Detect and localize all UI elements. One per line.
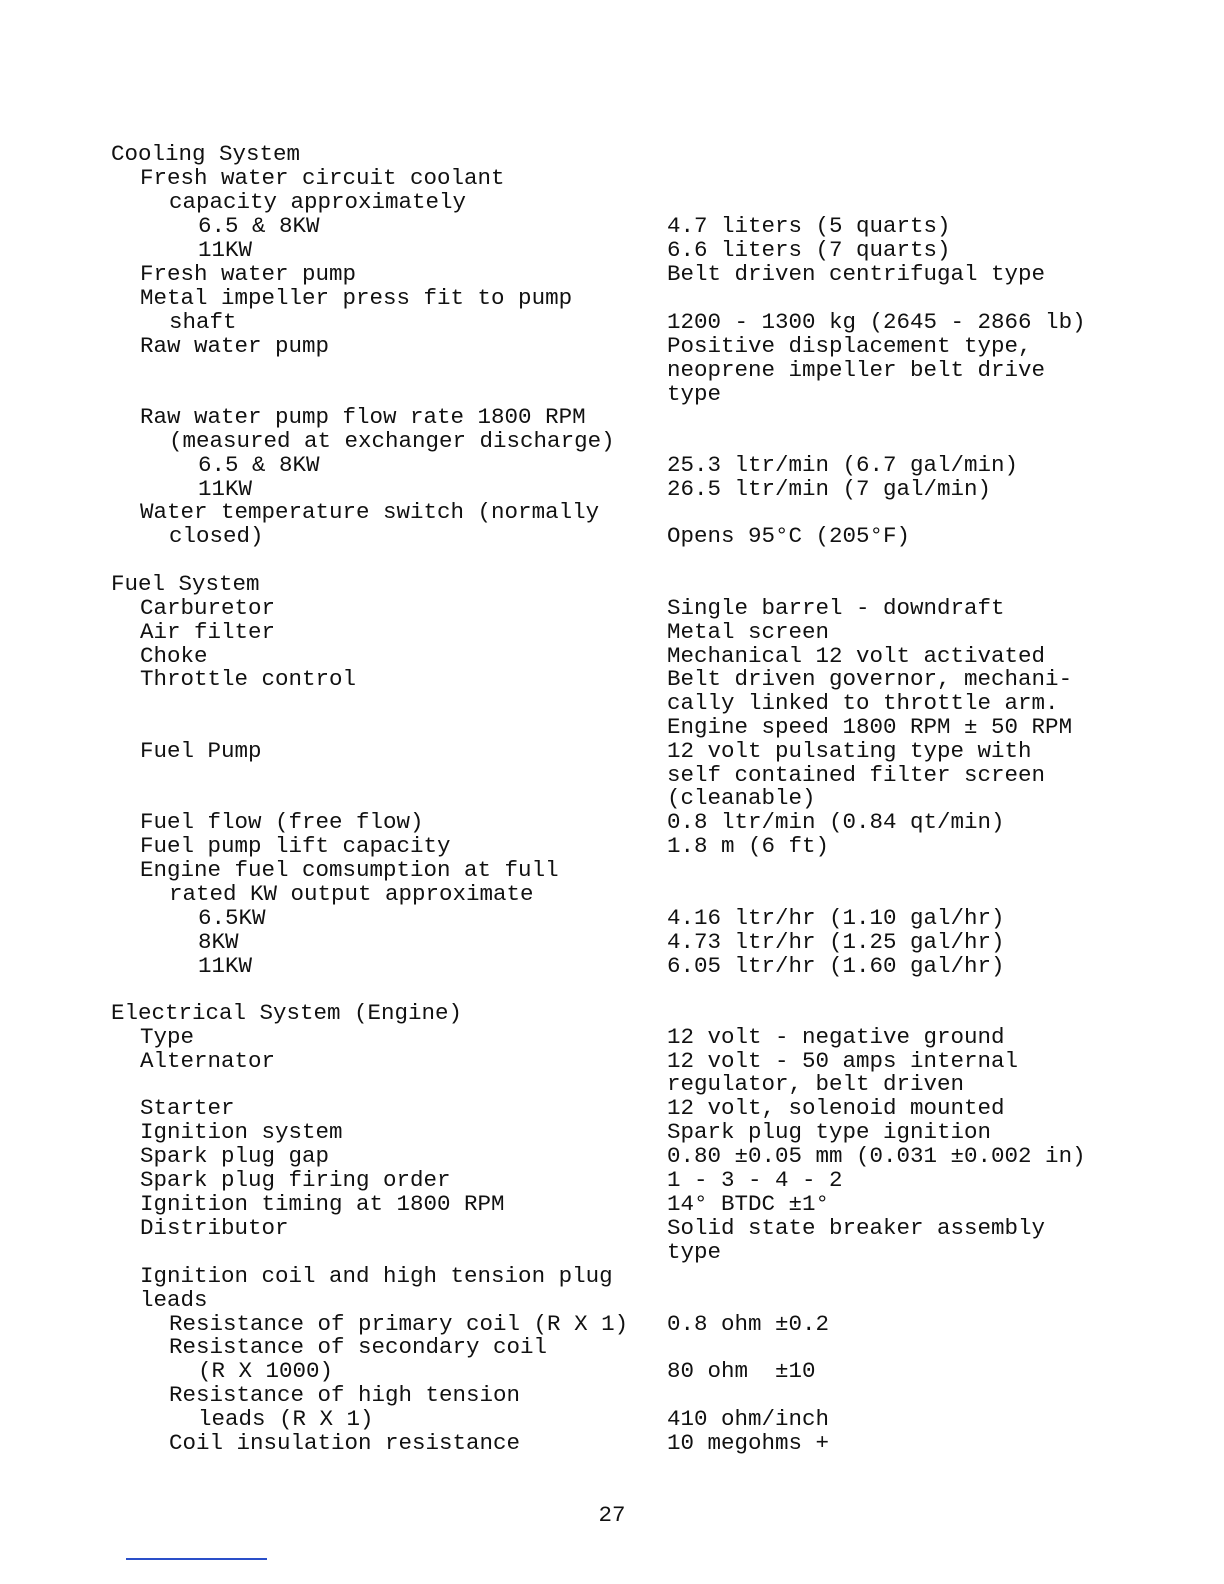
- spec-label: Spark plug firing order: [140, 1167, 451, 1193]
- spec-row: [0, 382, 1224, 406]
- spec-row: [0, 1216, 1224, 1240]
- spec-row: [0, 358, 1224, 382]
- footer-rule: [126, 1558, 267, 1560]
- spec-label: closed): [169, 523, 264, 549]
- spec-value: 14° BTDC ±1°: [667, 1191, 830, 1217]
- spec-row: [0, 1192, 1224, 1216]
- spec-value: 410 ohm/inch: [667, 1406, 830, 1432]
- spec-value: 25.3 ltr/min (6.7 gal/min): [667, 452, 1019, 478]
- electrical-system-heading-row: [0, 1001, 1224, 1025]
- spec-label: Fuel Pump: [140, 738, 262, 764]
- spec-row: [0, 477, 1224, 501]
- spec-label: leads (R X 1): [198, 1406, 374, 1432]
- spec-row: [0, 1335, 1224, 1359]
- spec-label: Water temperature switch (normally: [140, 499, 600, 525]
- spec-value: Positive displacement type,: [667, 333, 1032, 359]
- spec-row: [0, 1096, 1224, 1120]
- spec-value: 0.80 ±0.05 mm (0.031 ±0.002 in): [667, 1143, 1086, 1169]
- spec-row: [0, 1431, 1224, 1455]
- spec-value: 1200 - 1300 kg (2645 - 2866 lb): [667, 309, 1086, 335]
- spec-label: Alternator: [140, 1048, 276, 1074]
- spec-row: [0, 500, 1224, 524]
- spec-row: [0, 1240, 1224, 1264]
- spec-row: [0, 906, 1224, 930]
- spec-value: 1 - 3 - 4 - 2: [667, 1167, 843, 1193]
- spec-row: [0, 310, 1224, 334]
- spec-value: 4.73 ltr/hr (1.25 gal/hr): [667, 929, 1005, 955]
- spec-value: 4.7 liters (5 quarts): [667, 213, 951, 239]
- spec-value: 1.8 m (6 ft): [667, 833, 830, 859]
- spec-label: (measured at exchanger discharge): [169, 428, 615, 454]
- spec-value: type: [667, 1239, 722, 1265]
- spec-row: [0, 1264, 1224, 1288]
- spec-row: [0, 1359, 1224, 1383]
- spec-value: 12 volt - negative ground: [667, 1024, 1005, 1050]
- spec-label: Engine fuel comsumption at full: [140, 857, 559, 883]
- spec-value: Belt driven governor, mechani-: [667, 666, 1073, 692]
- spec-label: Raw water pump flow rate 1800 RPM: [140, 404, 586, 430]
- spec-value: type: [667, 381, 722, 407]
- spec-value: Metal screen: [667, 619, 830, 645]
- spec-label: Resistance of primary coil (R X 1): [169, 1311, 629, 1337]
- spec-label: shaft: [169, 309, 237, 335]
- fuel-system-heading-row: [0, 572, 1224, 596]
- spec-row: [0, 620, 1224, 644]
- spec-label: Metal impeller press fit to pump: [140, 285, 573, 311]
- spec-row: [0, 1120, 1224, 1144]
- spec-row: [0, 166, 1224, 190]
- spec-row: [0, 1072, 1224, 1096]
- spec-value: neoprene impeller belt drive: [667, 357, 1046, 383]
- spec-label: Resistance of secondary coil: [169, 1334, 548, 1360]
- spec-label: Fresh water circuit coolant: [140, 165, 505, 191]
- spec-row: [0, 810, 1224, 834]
- spec-row: [0, 786, 1224, 810]
- spec-value: 0.8 ohm ±0.2: [667, 1311, 830, 1337]
- spec-value: self contained filter screen: [667, 762, 1046, 788]
- spec-row: [0, 1049, 1224, 1073]
- section-heading: Cooling System: [111, 141, 301, 167]
- spec-label: Carburetor: [140, 595, 276, 621]
- spec-row: [0, 1144, 1224, 1168]
- spec-row: [0, 596, 1224, 620]
- spec-row: [0, 1383, 1224, 1407]
- spec-label: Ignition system: [140, 1119, 343, 1145]
- spec-row: [0, 834, 1224, 858]
- spec-row: [0, 954, 1224, 978]
- spec-row: [0, 763, 1224, 787]
- spec-row: [0, 882, 1224, 906]
- spec-row: [0, 691, 1224, 715]
- spec-value: cally linked to throttle arm.: [667, 690, 1059, 716]
- spec-value: regulator, belt driven: [667, 1071, 965, 1097]
- spec-row: [0, 286, 1224, 310]
- spec-label: Ignition timing at 1800 RPM: [140, 1191, 505, 1217]
- spec-row: [0, 1407, 1224, 1431]
- spec-label: 6.5 & 8KW: [198, 213, 320, 239]
- spec-row: [0, 1288, 1224, 1312]
- spec-label: Spark plug gap: [140, 1143, 330, 1169]
- spec-label: leads: [140, 1287, 208, 1313]
- cooling-system-heading-row: [0, 142, 1224, 166]
- spec-row: [0, 262, 1224, 286]
- spec-label: Starter: [140, 1095, 235, 1121]
- spec-value: 4.16 ltr/hr (1.10 gal/hr): [667, 905, 1005, 931]
- spec-row: [0, 429, 1224, 453]
- spec-row: [0, 214, 1224, 238]
- spec-label: 6.5KW: [198, 905, 266, 931]
- spec-label: 8KW: [198, 929, 239, 955]
- section-heading: Fuel System: [111, 571, 260, 597]
- spec-label: Type: [140, 1024, 195, 1050]
- spec-row: [0, 667, 1224, 691]
- spec-value: (cleanable): [667, 785, 816, 811]
- spec-label: 11KW: [198, 476, 253, 502]
- spec-label: Choke: [140, 643, 208, 669]
- spec-row: [0, 524, 1224, 548]
- spec-value: Belt driven centrifugal type: [667, 261, 1046, 287]
- spec-label: 6.5 & 8KW: [198, 452, 320, 478]
- spec-label: Air filter: [140, 619, 276, 645]
- spec-row: [0, 1168, 1224, 1192]
- spec-value: 26.5 ltr/min (7 gal/min): [667, 476, 992, 502]
- spec-label: capacity approximately: [169, 189, 467, 215]
- spec-row: [0, 739, 1224, 763]
- spec-label: Resistance of high tension: [169, 1382, 521, 1408]
- spec-value: Opens 95°C (205°F): [667, 523, 911, 549]
- spec-row: [0, 858, 1224, 882]
- spec-label: rated KW output approximate: [169, 881, 534, 907]
- spec-value: 12 volt, solenoid mounted: [667, 1095, 1005, 1121]
- spec-label: 11KW: [198, 953, 253, 979]
- spec-row: [0, 930, 1224, 954]
- spec-label: Fuel pump lift capacity: [140, 833, 451, 859]
- spec-label: Fresh water pump: [140, 261, 357, 287]
- spec-value: Solid state breaker assembly: [667, 1215, 1046, 1241]
- spec-label: (R X 1000): [198, 1358, 334, 1384]
- spec-row: [0, 405, 1224, 429]
- spec-label: Throttle control: [140, 666, 357, 692]
- spec-row: [0, 190, 1224, 214]
- spec-row: [0, 644, 1224, 668]
- spec-label: Raw water pump: [140, 333, 330, 359]
- spec-label: Distributor: [140, 1215, 289, 1241]
- spec-value: Engine speed 1800 RPM ± 50 RPM: [667, 714, 1073, 740]
- spec-row: [0, 715, 1224, 739]
- spec-value: 6.05 ltr/hr (1.60 gal/hr): [667, 953, 1005, 979]
- spec-value: 0.8 ltr/min (0.84 qt/min): [667, 809, 1005, 835]
- spec-row: [0, 453, 1224, 477]
- spec-value: Mechanical 12 volt activated: [667, 643, 1046, 669]
- spec-value: 12 volt - 50 amps internal: [667, 1048, 1019, 1074]
- page-number: 27: [598, 1502, 626, 1528]
- spec-label: Coil insulation resistance: [169, 1430, 521, 1456]
- spec-label: 11KW: [198, 237, 253, 263]
- spec-value: Single barrel - downdraft: [667, 595, 1005, 621]
- spec-label: Ignition coil and high tension plug: [140, 1263, 613, 1289]
- spec-row: [0, 1312, 1224, 1336]
- spec-row: [0, 1025, 1224, 1049]
- spec-row: [0, 238, 1224, 262]
- spec-value: 80 ohm ±10: [667, 1358, 816, 1384]
- spec-value: Spark plug type ignition: [667, 1119, 992, 1145]
- spec-label: Fuel flow (free flow): [140, 809, 424, 835]
- spec-value: 12 volt pulsating type with: [667, 738, 1032, 764]
- section-heading: Electrical System (Engine): [111, 1000, 463, 1026]
- spec-row: [0, 334, 1224, 358]
- spec-value: 10 megohms +: [667, 1430, 830, 1456]
- spec-value: 6.6 liters (7 quarts): [667, 237, 951, 263]
